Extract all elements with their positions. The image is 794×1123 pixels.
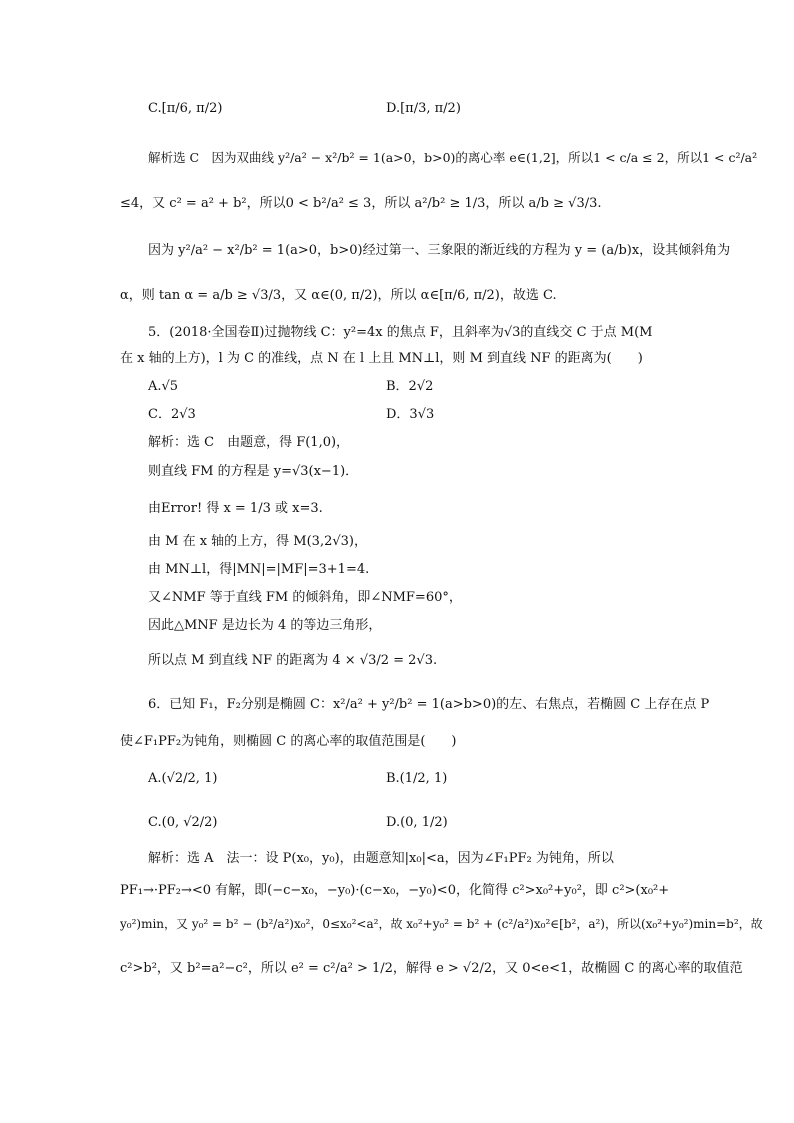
q6-sol4: c²>b²，又 b²=a²−c²，所以 e² = c²/a² > 1/2，解得 e > √2/2，又 0<e<1，故椭圆 C 的离心率的取值范	[120, 961, 743, 976]
q6-option-c: C.(0, √2/2)	[148, 815, 218, 830]
q5-sol1: 解析：选 C 由题意，得 F(1,0)，	[148, 435, 350, 450]
block-a-line4: α，则 tan α = a/b ≥ √3/3，又 α∈(0, π/2)，所以 α∈[π/6, π/2)，故选 C.	[120, 288, 557, 303]
q5-sol7: 因此△MNF 是边长为 4 的等边三角形，	[148, 618, 382, 633]
q5-sol4: 由 M 在 x 轴的上方，得 M(3,2√3)，	[148, 534, 367, 549]
q6-sol2: PF₁→·PF₂→<0 有解，即(−c−x₀，−y₀)·(c−x₀，−y₀)<0，化简得 c²>x₀²+y₀²，即 c²>(x₀²+	[120, 883, 670, 898]
option-d-prev	[386, 102, 461, 115]
q5-line2: 在 x 轴的上方)，l 为 C 的准线，点 N 在 l 上且 MN⊥l，则 M 到直线 NF 的距离为( )	[120, 351, 643, 366]
block-a-line3: 因为 y²/a² − x²/b² = 1(a>0，b>0)经过第一、三象限的渐近线的方程为 y = (a/b)x，设其倾斜角为	[148, 243, 731, 258]
q6-option-b: B.(1/2, 1)	[386, 771, 448, 786]
block-a-line1: 解析选 C 因为双曲线 y²/a² − x²/b² = 1(a>0，b>0)的离心率 e∈(1,2]，所以1 < c/a ≤ 2，所以1 < c²/a²	[148, 150, 758, 165]
q6-line2: 使∠F₁PF₂为钝角，则椭圆 C 的离心率的取值范围是( )	[120, 734, 457, 749]
q6-option-d: D.(0, 1/2)	[386, 815, 448, 830]
q6-option-a: A.(√2/2, 1)	[148, 771, 218, 786]
q5-sol8: 所以点 M 到直线 NF 的距离为 4 × √3/2 = 2√3.	[148, 653, 438, 668]
option-d-prev-text: D.[π/3, π/2)	[386, 101, 461, 116]
q5-sol2: 则直线 FM 的方程是 y=√3(x−1)．	[148, 464, 359, 479]
q6-line1: 6．已知 F₁，F₂分别是椭圆 C：x²/a² + y²/b² = 1(a>b>0)的左、右焦点，若椭圆 C 上存在点 P	[148, 697, 710, 712]
q5-sol3: 由Error! 得 x = 1/3 或 x=3.	[148, 501, 323, 516]
block-a-line2: ≤4，又 c² = a² + b²，所以0 < b²/a² ≤ 3，所以 a²/b² ≥ 1/3，所以 a/b ≥ √3/3.	[120, 196, 602, 211]
q6-sol1: 解析：选 A 法一：设 P(x₀，y₀)，由题意知|x₀|<a，因为∠F₁PF₂ 为钝角，所以	[148, 851, 614, 866]
q5-line1: 5．(2018·全国卷Ⅱ)过抛物线 C：y²=4x 的焦点 F，且斜率为√3的直线交 C 于点 M(M	[148, 325, 653, 340]
option-c-prev	[148, 102, 222, 115]
q5-option-b: B．2√2	[386, 379, 434, 394]
q5-option-a: A.√5	[148, 379, 179, 394]
q6-sol3: y₀²)min，又 y₀² = b² − (b²/a²)x₀²，0≤x₀²<a²，故 x₀²+y₀² = b² + (c²/a²)x₀²∈[b²，a²)，所以(x₀²+y₀²)min=b²，故	[120, 917, 763, 931]
option-c-prev-text: C.[π/6, π/2)	[148, 101, 223, 116]
q5-option-c: C．2√3	[148, 407, 196, 422]
q5-sol6: 又∠NMF 等于直线 FM 的倾斜角，即∠NMF=60°，	[148, 590, 462, 605]
q5-sol5: 由 MN⊥l，得|MN|=|MF|=3+1=4.	[148, 562, 370, 577]
q5-option-d: D．3√3	[386, 407, 435, 422]
